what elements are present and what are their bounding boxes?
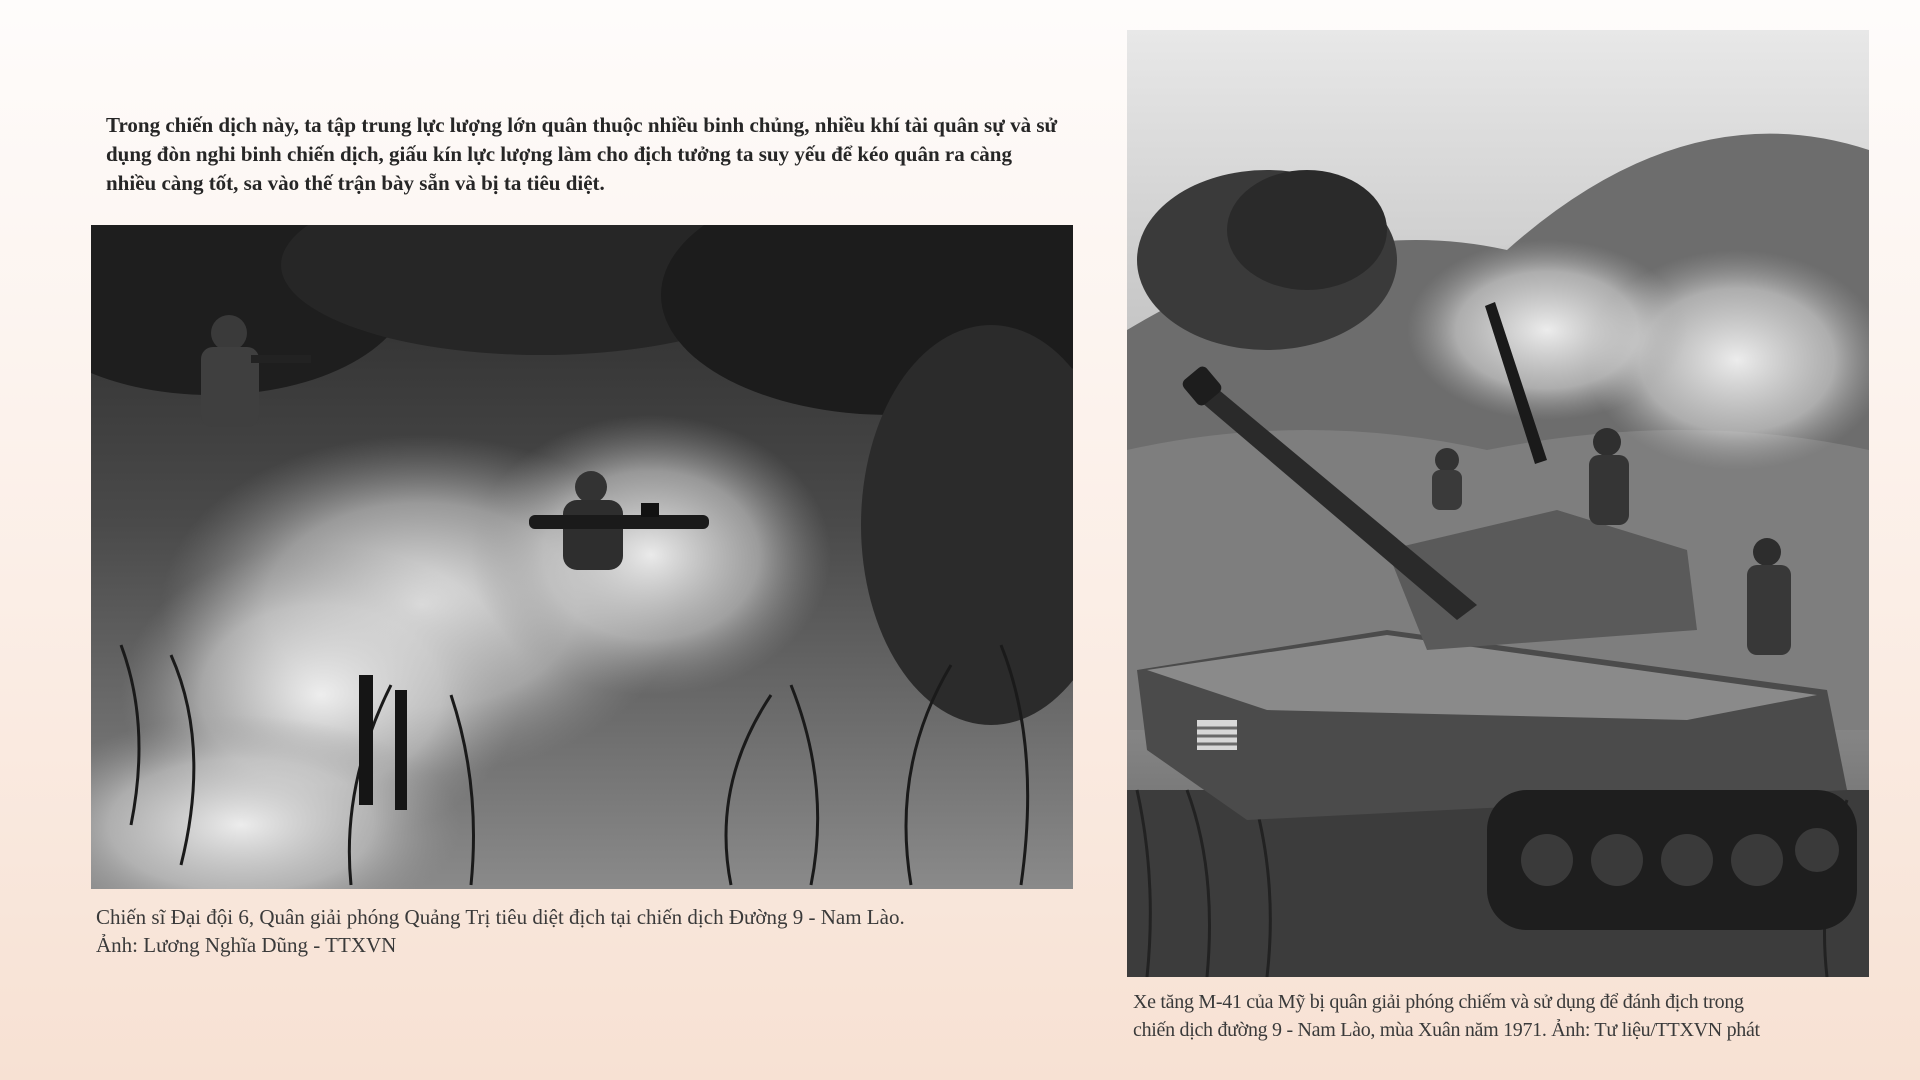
photo-captured-tank-image [1127, 30, 1869, 977]
photo-soldiers-jungle [91, 225, 1073, 889]
caption-photo-tank [1133, 988, 1873, 1044]
photo-captured-tank [1127, 30, 1869, 977]
caption-photo-tank-line2: chiến dịch đường 9 - Nam Lào, mùa Xuân năm 1971. Ảnh: Tư liệu/TTXVN phát [1133, 1019, 1760, 1041]
photo-soldiers-jungle-image [91, 225, 1073, 889]
caption-photo-soldiers [96, 903, 1071, 959]
caption-photo-tank-line1: Xe tăng M-41 của Mỹ bị quân giải phóng chiếm và sử dụng để đánh địch trong [1133, 991, 1744, 1013]
intro-paragraph: Trong chiến dịch này, ta tập trung lực lượng lớn quân thuộc nhiều binh chủng, nhiều khí tài quân sự và sử dụng đòn nghi binh chiến dịch, giấu kín lực lượng làm cho địch tưởng ta suy yếu để kéo quân ra càng nhiều càng tốt, sa vào thế trận bày sẵn và bị ta tiêu diệt. [106, 113, 1058, 195]
caption-photo-soldiers-line1: Chiến sĩ Đại đội 6, Quân giải phóng Quảng Trị tiêu diệt địch tại chiến dịch Đường 9 - Nam Lào. [96, 905, 905, 929]
caption-photo-soldiers-line2: Ảnh: Lương Nghĩa Dũng - TTXVN [96, 933, 397, 957]
